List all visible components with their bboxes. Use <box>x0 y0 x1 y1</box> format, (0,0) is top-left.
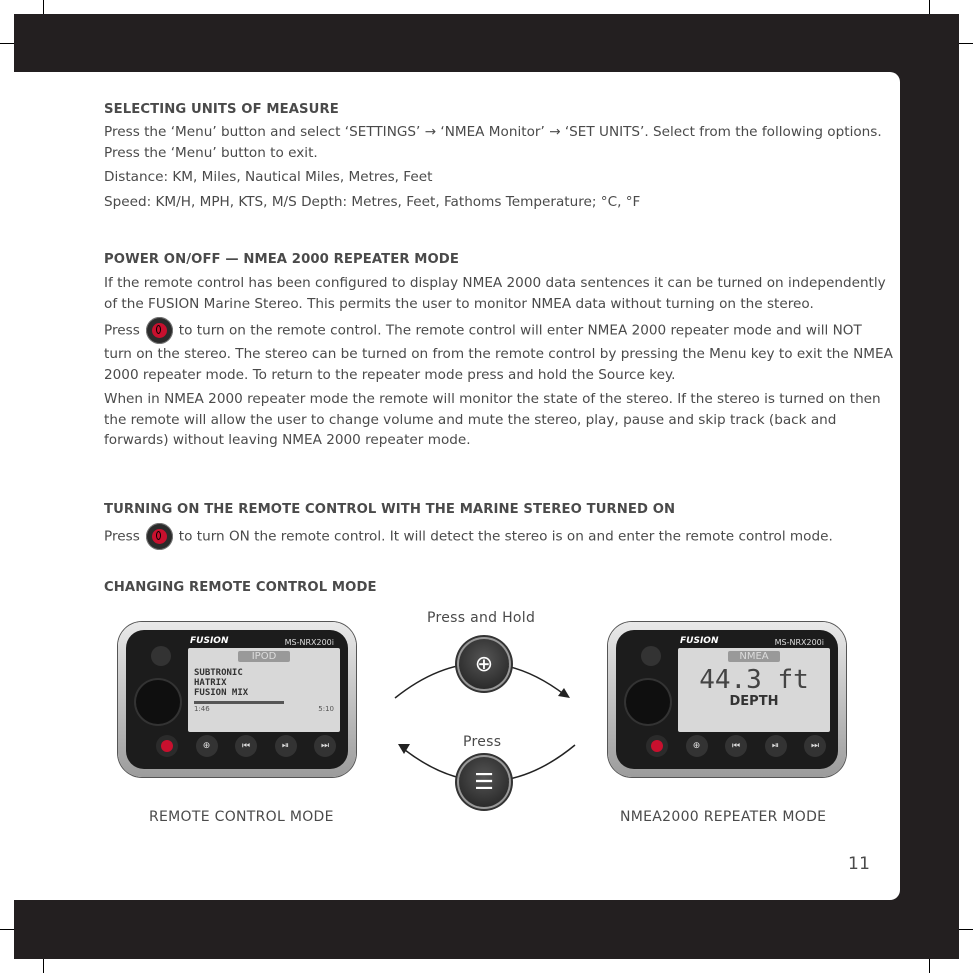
model-label: MS-NRX200i <box>774 638 824 647</box>
paragraph: Press to turn on the remote control. The remote control will enter NMEA 2000 repeater mode and will NOT turn on the stereo. The stereo can be turned on from the remote control by pressing the Menu key to exit the NMEA 2000 repeater mode. To return to the repeater mode press and hold the Source key. <box>104 317 894 385</box>
page-number: 11 <box>848 854 871 874</box>
press-label: Press <box>463 734 502 750</box>
source-icon: ⊕ <box>686 735 708 757</box>
section-title: TURNING ON THE REMOTE CONTROL WITH THE MARINE STEREO TURNED ON <box>104 502 676 517</box>
paragraph: When in NMEA 2000 repeater mode the remote will monitor the state of the stereo. If the stereo is turned on then the remote will allow the user to change volume and mute the stereo, play, pause and skip track (back and forwards) without leaving NMEA 2000 repeater mode. <box>104 391 881 448</box>
section-turning-on <box>104 502 894 550</box>
remote-screen <box>678 648 830 732</box>
fusion-logo: FUSION <box>680 636 719 646</box>
time-elapsed: 1:46 <box>194 705 210 713</box>
power-icon <box>156 735 178 757</box>
source-icon: ⊕ <box>196 735 218 757</box>
section-changing-mode <box>104 580 894 595</box>
menu-icon <box>641 646 661 666</box>
power-icon <box>146 523 173 550</box>
prev-icon: ⏮ <box>725 735 747 757</box>
paragraph: Press the ‘Menu’ button and select ‘SETTINGS’ → ‘NMEA Monitor’ → ‘SET UNITS’. Select from the following options. Press the ‘Menu’ button to exit. <box>104 124 882 161</box>
fusion-logo: FUSION <box>190 636 229 646</box>
press-hold-label: Press and Hold <box>427 610 536 626</box>
depth-label: DEPTH <box>729 694 779 709</box>
source-label: IPOD <box>238 651 290 662</box>
track-line: HATRIX <box>194 678 227 688</box>
paragraph: Distance: KM, Miles, Nautical Miles, Metres, Feet <box>104 169 433 185</box>
track-line: FUSION MIX <box>194 688 249 698</box>
arrow-head <box>558 688 570 698</box>
power-icon <box>146 317 173 344</box>
depth-value: 44.3 ft <box>699 665 809 695</box>
volume-knob <box>136 680 180 724</box>
source-icon: ⊕ <box>459 639 509 689</box>
progress-bar <box>194 701 284 704</box>
menu-icon <box>151 646 171 666</box>
caption-remote-mode: REMOTE CONTROL MODE <box>149 809 334 825</box>
volume-knob <box>626 680 670 724</box>
paragraph: Speed: KM/H, MPH, KTS, M/S Depth: Metres, Feet, Fathoms Temperature; °C, °F <box>104 193 641 210</box>
prev-icon: ⏮ <box>235 735 257 757</box>
time-total: 5:10 <box>318 705 334 713</box>
play-pause-icon: ⏯ <box>765 735 787 757</box>
paragraph: Press to turn ON the remote control. It will detect the stereo is on and enter the remote control mode. <box>104 523 894 550</box>
play-pause-icon: ⏯ <box>275 735 297 757</box>
source-label: NMEA <box>728 651 780 662</box>
next-icon: ⏭ <box>804 735 826 757</box>
model-label: MS-NRX200i <box>284 638 334 647</box>
paragraph: If the remote control has been configured to display NMEA 2000 data sentences it can be turned on independently of the FUSION Marine Stereo. This permits the user to monitor NMEA data without turning on the stereo. <box>104 275 886 312</box>
section-title: POWER ON/OFF — NMEA 2000 REPEATER MODE <box>104 252 459 267</box>
remote-control-image <box>118 622 356 777</box>
next-icon: ⏭ <box>314 735 336 757</box>
power-icon <box>646 735 668 757</box>
section-power <box>104 252 894 451</box>
section-title: CHANGING REMOTE CONTROL MODE <box>104 580 377 595</box>
remote-screen <box>188 648 340 732</box>
section-title: SELECTING UNITS OF MEASURE <box>104 102 339 117</box>
remote-control-image <box>608 622 846 777</box>
menu-icon: ☰ <box>459 757 509 807</box>
section-units <box>104 102 894 212</box>
caption-nmea-mode: NMEA2000 REPEATER MODE <box>620 809 827 825</box>
track-line: SUBTRONIC <box>194 668 243 678</box>
